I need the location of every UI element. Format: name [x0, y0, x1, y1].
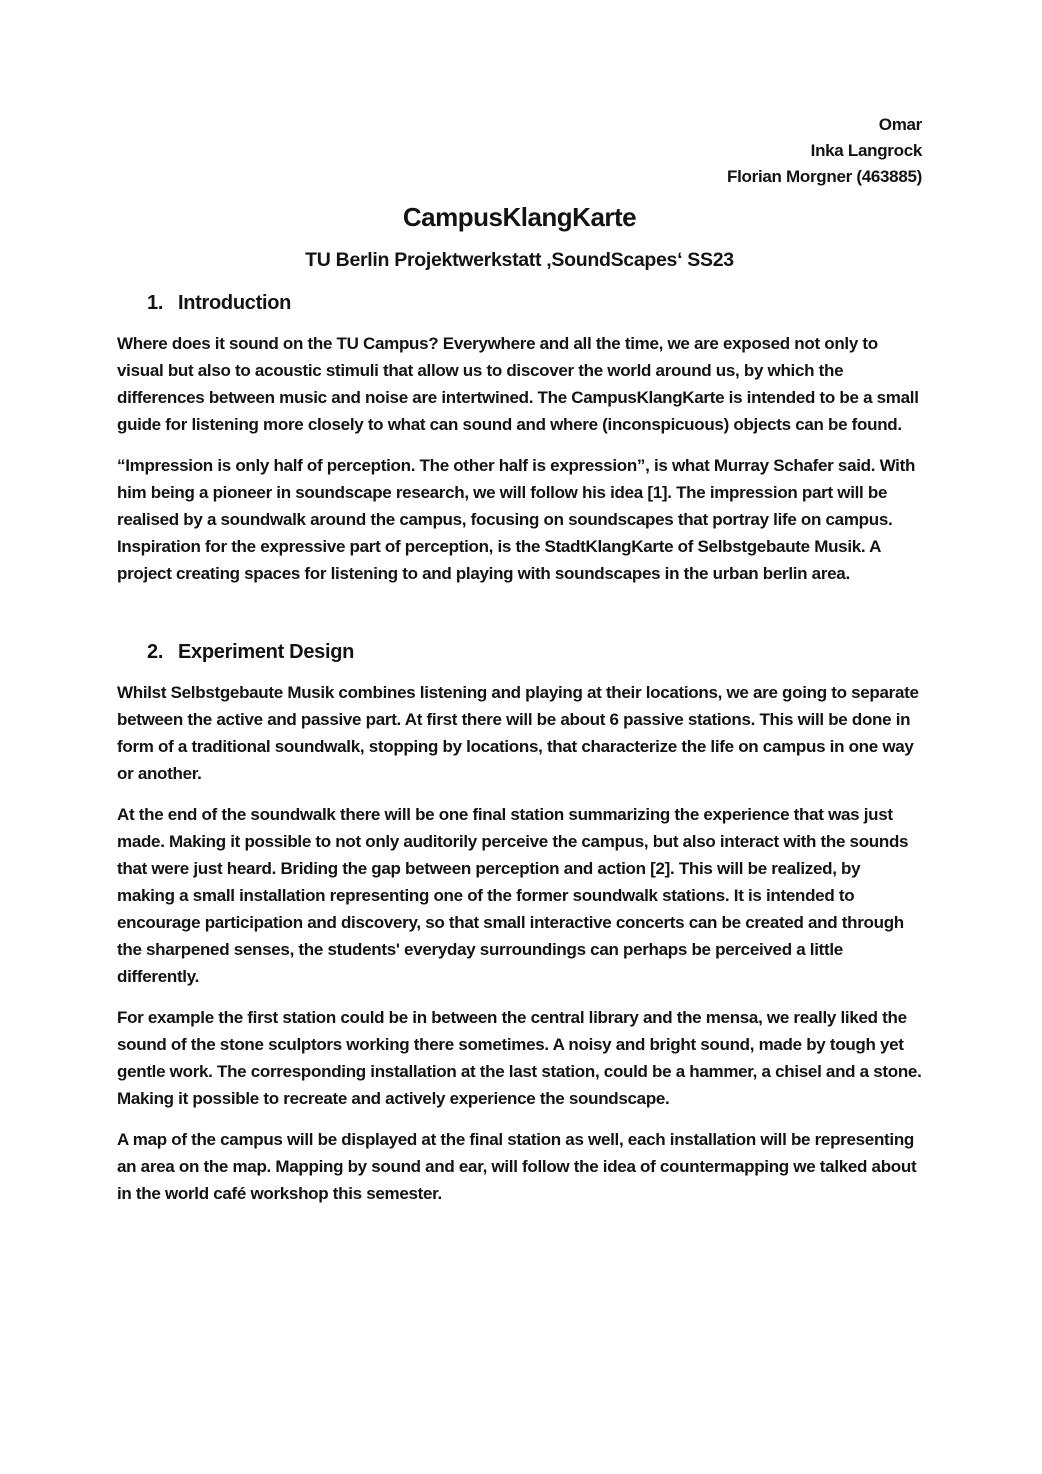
author-line: Inka Langrock [810, 141, 922, 160]
paragraph: Where does it sound on the TU Campus? Everywhere and all the time, we are exposed not only to visual but also to acoustic stimuli that allow us to discover the world around us, by which the differences between music and noise are intertwined. The CampusKlangKarte is intended to be a small guide for listening more closely to what can sound and where (inconspicuous) objects can be found. [117, 334, 919, 434]
section-number: 2. [147, 641, 164, 663]
author-block [117, 112, 922, 190]
section-number: 1. [147, 292, 164, 314]
document-title: CampusKlangKarte [402, 202, 637, 232]
paragraph: Whilst Selbstgebaute Musik combines listening and playing at their locations, we are going to separate between the active and passive part. At first there will be about 6 passive stations. This will be done in form of a traditional soundwalk, stopping by locations, that characterize the life on campus in one way or another. [117, 683, 919, 783]
paragraph: “Impression is only half of perception. The other half is expression”, is what Murray Schafer said. With him being a pioneer in soundscape research, we will follow his idea [1]. The impression part will be realised by a soundwalk around the campus, focusing on soundscapes that portray life on campus. Inspiration for the expressive part of perception, is the StadtKlangKarte of Selbstgebaute Musik. A project creating spaces for listening to and playing with soundscapes in the urban berlin area. [117, 456, 916, 583]
author-line: Omar [878, 115, 922, 134]
section-heading-label: Experiment Design [178, 641, 355, 663]
document-subtitle: TU Berlin Projektwerkstatt ‚SoundScapes‘ SS23 [305, 249, 734, 271]
paragraph: For example the first station could be in between the central library and the mensa, we really liked the sound of the stone sculptors working there sometimes. A noisy and bright sound, made by tough yet gentle work. The corresponding installation at the last station, could be a hammer, a chisel and a stone. Making it possible to recreate and actively experience the soundscape. [117, 1008, 922, 1108]
paragraph: A map of the campus will be displayed at the final station as well, each installation will be representing an area on the map. Mapping by sound and ear, will follow the idea of countermapping we talked about in the world café workshop this semester. [117, 1130, 917, 1203]
paragraph: At the end of the soundwalk there will be one final station summarizing the experience that was just made. Making it possible to not only auditorily perceive the campus, but also interact with the sounds that were just heard. Briding the gap between perception and action [2]. This will be realized, by making a small installation representing one of the former soundwalk stations. It is intended to encourage participation and discovery, so that small interactive concerts can be created and through the sharpened senses, the students' everyday surroundings can perhaps be perceived a little differently. [117, 805, 909, 986]
section-heading-experiment-design [117, 639, 922, 665]
section-heading-introduction [117, 290, 922, 316]
author-line: Florian Morgner (463885) [727, 167, 922, 186]
section-heading-label: Introduction [178, 292, 292, 314]
